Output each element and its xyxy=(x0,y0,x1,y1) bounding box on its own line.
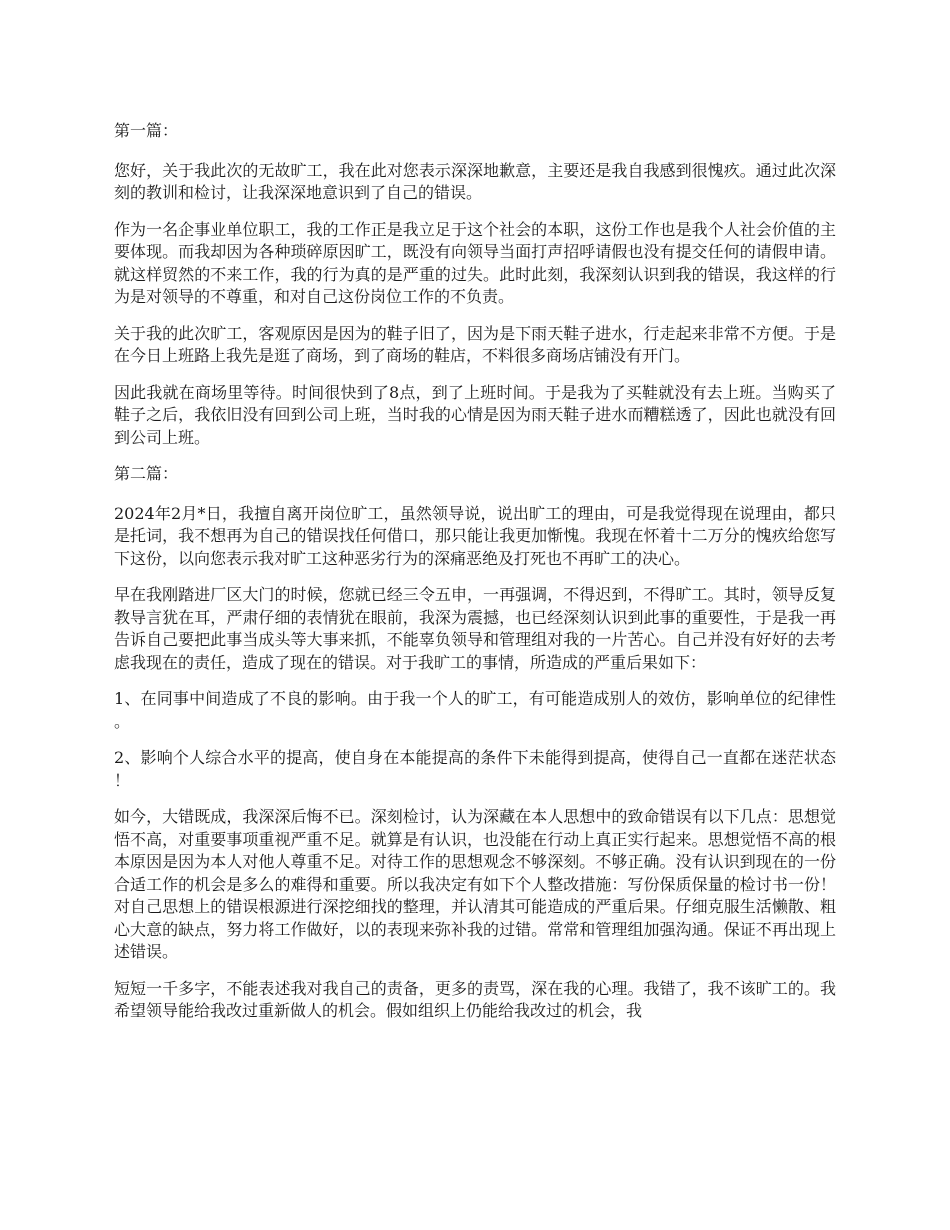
body-paragraph: 因此我就在商场里等待。时间很快到了8点，到了上班时间。于是我为了买鞋就没有去上班。当购买了鞋子之后，我依旧没有回到公司上班，当时我的心情是因为雨天鞋子进水而糟糕透了，因此也就没有回到公司上班。 xyxy=(114,382,836,447)
body-paragraph: 您好，关于我此次的无故旷工，我在此对您表示深深地歉意，主要还是我自我感到很愧疚。通过此次深刻的教训和检讨，让我深深地意识到了自己的错误。 xyxy=(114,160,836,202)
body-paragraph: 关于我的此次旷工，客观原因是因为的鞋子旧了，因为是下雨天鞋子进水，行走起来非常不方便。于是在今日上班路上我先是逛了商场，到了商场的鞋店，不料很多商场店铺没有开门。 xyxy=(114,323,836,365)
body-paragraph: 2024年2月*日，我擅自离开岗位旷工，虽然领导说，说出旷工的理由，可是我觉得现在说理由，都只是托词，我不想再为自己的错误找任何借口，那只能让我更加惭愧。我现在怀着十二万分的愧疚给您写下这份，以向您表示我对旷工这种恶劣行为的深痛恶绝及打死也不再旷工的决心。 xyxy=(114,503,836,568)
document-page xyxy=(114,120,836,1037)
list-item-paragraph: 1、在同事中间造成了不良的影响。由于我一个人的旷工，有可能造成别人的效仿，影响单位的纪律性。 xyxy=(114,689,836,731)
body-paragraph: 短短一千多字，不能表述我对我自己的责备，更多的责骂，深在我的心理。我错了，我不该旷工的。我希望领导能给我改过重新做人的机会。假如组织上仍能给我改过的机会，我 xyxy=(114,978,836,1020)
list-item-paragraph: 2、影响个人综合水平的提高，使自身在本能提高的条件下未能得到提高，使得自己一直都在迷茫状态！ xyxy=(114,748,836,790)
section-heading: 第二篇： xyxy=(114,464,179,483)
section-heading: 第一篇： xyxy=(114,121,179,140)
body-paragraph: 如今，大错既成，我深深后悔不已。深刻检讨，认为深藏在本人思想中的致命错误有以下几点：思想觉悟不高，对重要事项重视严重不足。就算是有认识，也没能在行动上真正实行起来。思想觉悟不高的根本原因是因为本人对他人尊重不足。对待工作的思想观念不够深刻。不够正确。没有认识到现在的一份合适工作的机会是多么的难得和重要。所以我决定有如下个人整改措施：写份保质保量的检讨书一份！对自己思想上的错误根源进行深挖细找的整理，并认清其可能造成的严重后果。仔细克服生活懒散、粗心大意的缺点，努力将工作做好，以的表现来弥补我的过错。常常和管理组加强沟通。保证不再出现上述错误。 xyxy=(114,807,836,961)
body-paragraph: 早在我刚踏进厂区大门的时候，您就已经三令五申，一再强调，不得迟到，不得旷工。其时，领导反复教导言犹在耳，严肃仔细的表情犹在眼前，我深为震撼，也已经深刻认识到此事的重要性，于是我一再告诉自己要把此事当成头等大事来抓，不能辜负领导和管理组对我的一片苦心。自己并没有好好的去考虑我现在的责任，造成了现在的错误。对于我旷工的事情，所造成的严重后果如下： xyxy=(114,585,836,672)
body-paragraph: 作为一名企事业单位职工，我的工作正是我立足于这个社会的本职，这份工作也是我个人社会价值的主要体现。而我却因为各种琐碎原因旷工，既没有向领导当面打声招呼请假也没有提交任何的请假申请。就这样贸然的不来工作，我的行为真的是严重的过失。此时此刻，我深刻认识到我的错误，我这样的行为是对领导的不尊重，和对自己这份岗位工作的不负责。 xyxy=(114,219,836,306)
